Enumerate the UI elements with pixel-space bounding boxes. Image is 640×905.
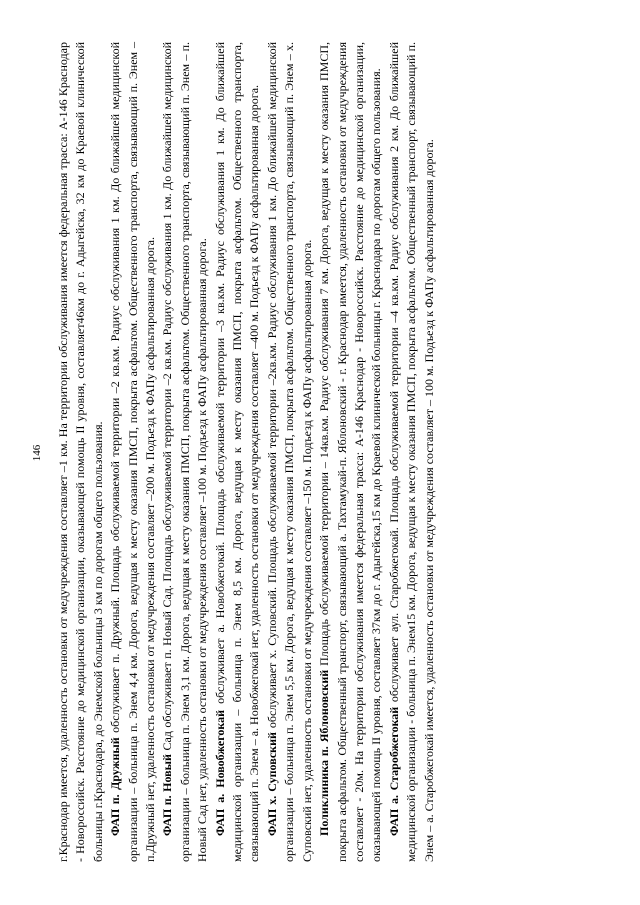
paragraph-heading: Поликлиника п. Яблоновский bbox=[317, 669, 332, 836]
paragraph-text: обслуживает п. Дружный. Площадь обслуживаемой территории –2 кв.км. Радиус обслуживания 1 км. До ближайшей медицинской организации – больница п. Энем 4,4 км. Дорога, ведущая к месту оказания ПМСП, покрыта асфальтом. Общественного транспорта, связывающий п. Энем – п.Дружный нет, удаленность остановки от медучреждения составляет –200 м. Подъезд к ФАПу асфальтированная дорога. bbox=[108, 42, 158, 862]
paragraph-fap-druzhny bbox=[107, 42, 159, 862]
paragraph-fap-novobzhegokay bbox=[212, 42, 264, 862]
paragraph-fap-starobzhegokay bbox=[386, 42, 438, 862]
paragraph-text: г.Краснодар имеется, удаленность остановки от медучреждения составляет –1 км. На территории обслуживания имеется федеральная трасса: А-146 Краснодар - Новороссийск. Расстояние до медицинской организации, оказывающей помощь II уровня, составляет46км до г. Адыгейска, 32 км до Краевой клинической больницы г.Краснодара, до Энемской больницы 3 км по дорогам общего пользования. bbox=[56, 42, 105, 862]
paragraph-heading: ФАП п. Новый bbox=[160, 754, 175, 836]
paragraph-text: Сад обслуживает п. Новый Сад. Площадь обслуживаемой территории –2 кв.км. Радиус обслуживания 1 км. До ближайшей медицинской организации – больница п. Энем 3,1 км. Дорога, ведущая к месту оказания ПМСП, покрыта асфальтом. Общественного транспорта, связывающий п. Энем – п. Новый Сад нет, удаленность остановки от медучреждения составляет –100 м. Подъезд к ФАПу асфальтированная дорога. bbox=[160, 42, 210, 862]
paragraph-fap-supovsky bbox=[264, 42, 316, 862]
paragraph-text: Площадь обслуживаемой территории – 14кв.км. Радиус обслуживания 7 км. Дорога, ведущая к месту оказания ПМСП, покрыта асфальтом. Общественный транспорт, связывающий а. Тахтамукай-п. Яблоновский - г. Краснодар имеется, удаленность остановки от медучреждения составляет - 20м. На территории обслуживания имеется федеральная трасса: А-146 Краснодар - Новороссийск. Расстояние до медицинской организации, оказывающей помощь II уровня, составляет 37км до г. Адыгейска,15 км до Краевой клинической больницы г. Краснодара по дорогам общего пользования. bbox=[317, 42, 384, 862]
paragraph-continuation bbox=[55, 42, 107, 862]
page-number: 146 bbox=[31, 444, 43, 462]
paragraph-text: обслуживает аул. Старобжегокай. Площадь обслуживаемой территории –4 кв.км. Радиус обслуживания 2 км. До ближайшей медицинской организации - больница п. Энем15 км. Дорога, ведущая к месту оказания ПМСП, покрыта асфальтом. Общественный транспорт, связывающий п. Энем – а. Старобжегокай имеется, удаленность остановки от медучреждения составляет – 100 м. Подъезд к ФАПу асфальтированная дорога. bbox=[386, 41, 436, 862]
paragraph-polyclinic-yablonovsky bbox=[316, 42, 386, 862]
rotated-text-block bbox=[55, 42, 585, 862]
paragraph-fap-novy-sad bbox=[159, 42, 211, 862]
paragraph-text: обслуживает а. Новобжегокай. Площадь обслуживаемой территории –3 кв.км. Радиус обслуживания 1 км. До ближайшей медицинской организации – больница п. Энем 8,5 км. Дорога, ведущая к месту оказания ПМСП, покрыта асфальтом. Общественного транспорта, связывающий п. Энем – а. Новобжегокай нет, удаленность остановки от медучреждения составляет –400 м. Подъезд к ФАПу асфальтированная дорога. bbox=[212, 42, 262, 862]
paragraph-heading: ФАП п. Дружный bbox=[108, 737, 123, 836]
paragraph-text: обслуживает х. Суповский. Площадь обслуживаемой территории –2кв.км. Радиус обслуживания 1 км. До ближайшей медицинской организации – больница п. Энем 5,5 км. Дорога, ведущая к месту оказания ПМСП, покрыта асфальтом. Общественного транспорта, связывающий п. Энем – х. Суповский нет, удаленность остановки от медучреждения составляет –150 м. Подъезд к ФАПу асфальтированная дорога. bbox=[264, 42, 314, 862]
paragraph-heading: ФАП х. Суповский bbox=[264, 732, 279, 836]
paragraph-heading: ФАП а. Новобжегокай bbox=[212, 709, 227, 836]
paragraph-heading: ФАП а. Старобжегокай bbox=[386, 706, 401, 836]
